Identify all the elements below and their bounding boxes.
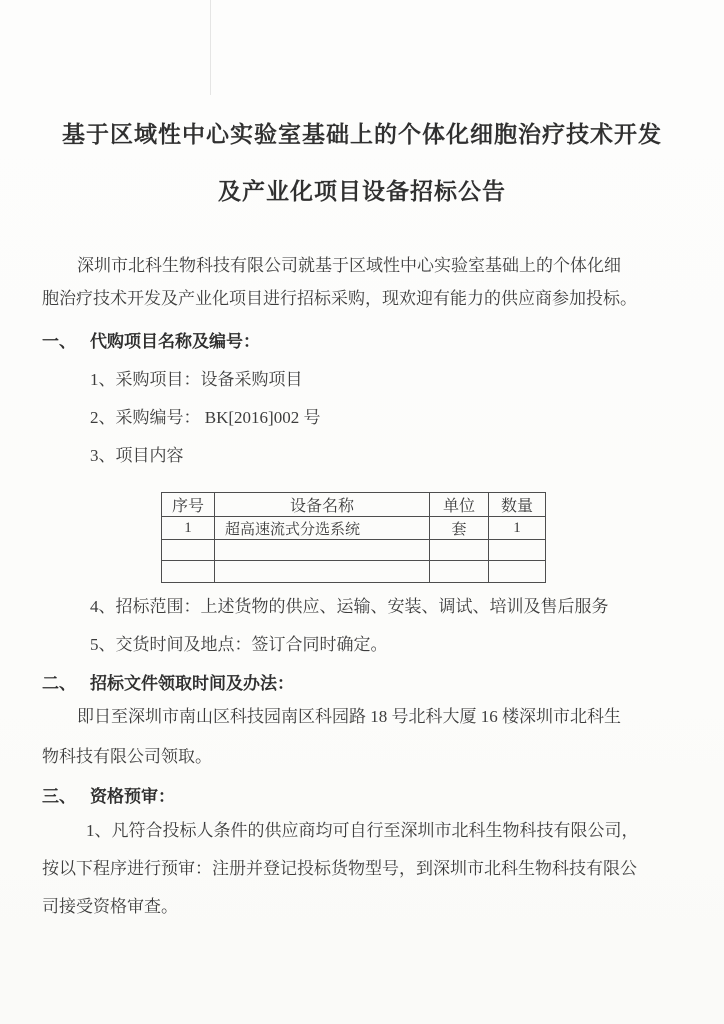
intro-line-2: 胞治疗技术开发及产业化项目进行招标采购，现欢迎有能力的供应商参加投标。 xyxy=(42,289,637,308)
section2-heading xyxy=(42,669,294,694)
section3-heading-text: 资格预审： xyxy=(90,787,175,806)
section2-paragraph xyxy=(42,697,662,777)
document-title-line1: 基于区域性中心实验室基础上的个体化细胞治疗技术开发 xyxy=(62,122,662,147)
section1-item-3: 3、项目内容 xyxy=(90,446,184,465)
section3-line-2: 按以下程序进行预审：注册并登记投标货物型号，到深圳市北科生物科技有限公 xyxy=(42,859,637,878)
table-header-unit: 单位 xyxy=(430,493,489,517)
table-cell-unit xyxy=(430,561,489,583)
table-cell-unit xyxy=(430,540,489,561)
table-cell-quantity xyxy=(489,540,546,561)
table-row xyxy=(162,540,546,561)
section1-heading-text: 代购项目名称及编号： xyxy=(90,332,260,351)
table-header-index: 序号 xyxy=(162,493,215,517)
table-row xyxy=(162,561,546,583)
table-header-device-name: 设备名称 xyxy=(215,493,430,517)
section2-label: 二、 xyxy=(42,674,76,693)
section3-paragraph xyxy=(42,812,662,926)
section1-item-4: 4、招标范围：上述货物的供应、运输、安装、调试、培训及售后服务 xyxy=(90,597,609,616)
table-cell-unit: 套 xyxy=(430,517,489,540)
section1-heading xyxy=(42,327,260,352)
table-cell-index xyxy=(162,561,215,583)
table-cell-quantity: 1 xyxy=(489,517,546,540)
equipment-table xyxy=(161,492,546,583)
table-cell-quantity xyxy=(489,561,546,583)
document-title-line2: 及产业化项目设备招标公告 xyxy=(218,179,506,204)
section1-label: 一、 xyxy=(42,332,76,351)
section3-heading xyxy=(42,782,175,807)
table-row xyxy=(162,517,546,540)
section2-heading-text: 招标文件领取时间及办法： xyxy=(90,674,294,693)
section1-item-1: 1、采购项目：设备采购项目 xyxy=(90,370,303,389)
section3-label: 三、 xyxy=(42,787,76,806)
scan-streak-artifact xyxy=(210,0,211,95)
table-header-row xyxy=(162,493,546,517)
intro-paragraph xyxy=(42,249,662,315)
section3-line-1: 1、凡符合投标人条件的供应商均可自行至深圳市北科生物科技有限公司， xyxy=(86,821,639,840)
table-cell-device-name xyxy=(215,540,430,561)
section2-line-2: 物科技有限公司领取。 xyxy=(42,747,212,766)
section1-item-5: 5、交货时间及地点：签订合同时确定。 xyxy=(90,635,388,654)
table-cell-index: 1 xyxy=(162,517,215,540)
section1-item-2: 2、采购编号： BK[2016]002 号 xyxy=(90,408,321,427)
table-header-quantity: 数量 xyxy=(489,493,546,517)
section3-line-3: 司接受资格审查。 xyxy=(42,897,178,916)
section2-line-1: 即日至深圳市南山区科技园南区科园路 18 号北科大厦 16 楼深圳市北科生 xyxy=(77,707,621,726)
intro-line-1: 深圳市北科生物科技有限公司就基于区域性中心实验室基础上的个体化细 xyxy=(77,256,621,275)
table-cell-index xyxy=(162,540,215,561)
table-cell-device-name xyxy=(215,561,430,583)
table-cell-device-name: 超高速流式分选系统 xyxy=(215,517,430,540)
